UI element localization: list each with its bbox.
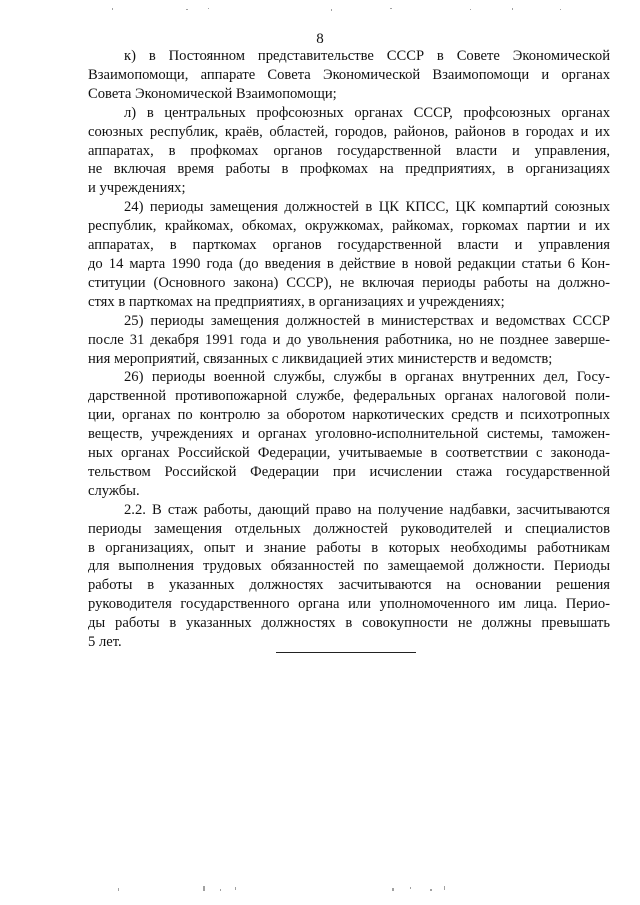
text-line: республик, крайкомах, обкомах, окружкомах, райкомах, горкомах партии и их bbox=[88, 218, 610, 235]
text-line: 2.2. В стаж работы, дающий право на получение надбавки, засчитываются bbox=[124, 501, 610, 518]
text-line: ции, органах по контролю за оборотом наркотических средств и психотропных bbox=[88, 407, 610, 424]
text-line: к) в Постоянном представительстве СССР в Совете Экономической bbox=[124, 48, 610, 64]
text-line: 5 лет. bbox=[88, 634, 122, 651]
text-line: 24) периоды замещения должностей в ЦК КПСС, ЦК компартий союзных bbox=[124, 199, 610, 216]
text-line: союзных республик, краёв, областей, городов, районов, районов в городах и их bbox=[88, 123, 610, 140]
text-line: не включая время работы в профкомах на предприятиях, в организациях bbox=[88, 161, 610, 178]
paragraph-item-k bbox=[88, 47, 610, 104]
text-line: ния мероприятий, связанных с ликвидацией этих министерств и ведомств; bbox=[88, 350, 553, 367]
text-line: и учреждениях; bbox=[88, 180, 186, 197]
text-line: ституции (Основного закона) СССР), не включая периоды работы на должно- bbox=[88, 274, 610, 291]
text-line: тельством Российской Федерации при исчислении стажа государственной bbox=[88, 463, 610, 480]
text-line: 25) периоды замещения должностей в министерствах и ведомствах СССР bbox=[124, 312, 610, 329]
text-line: аппаратах, в парткомах органов государственной власти и управления bbox=[88, 237, 610, 254]
text-line: Взаимопомощи, аппарате Совета Экономической Взаимопомощи и органах bbox=[88, 66, 610, 83]
text-line: до 14 марта 1990 года (до введения в действие в новой редакции статьи 6 Кон- bbox=[88, 255, 610, 272]
text-line: в организациях, опыт и знание работы в которых необходимы работникам bbox=[88, 539, 610, 556]
page-number: 8 bbox=[316, 31, 324, 47]
paragraph-item-2-2 bbox=[88, 501, 610, 652]
paragraph-item-25 bbox=[88, 312, 610, 369]
text-line: дарственной противопожарной службе, федеральных органах налоговой поли- bbox=[88, 388, 610, 405]
text-line: работы в указанных должностях засчитываются на основании решения bbox=[88, 577, 610, 594]
text-line: после 31 декабря 1991 года и до увольнения работника, но не позднее заверше- bbox=[88, 331, 610, 348]
paragraph-item-l bbox=[88, 104, 610, 199]
text-line: для выполнения трудовых обязанностей по замещаемой должности. Периоды bbox=[88, 558, 610, 575]
end-separator-line bbox=[276, 652, 416, 653]
paragraph-item-26 bbox=[88, 368, 610, 500]
text-line: стях в парткомах на предприятиях, в организациях и учреждениях; bbox=[88, 293, 505, 310]
text-line: Совета Экономической Взаимопомощи; bbox=[88, 85, 337, 102]
text-line: руководителя государственного органа или уполномоченного им лица. Перио- bbox=[88, 596, 610, 613]
text-line: службы. bbox=[88, 482, 140, 499]
text-line: 26) периоды военной службы, службы в органах внутренних дел, Госу- bbox=[124, 369, 610, 386]
text-line: веществ, учреждениях и органах уголовно-исполнительной системы, таможен- bbox=[88, 426, 610, 443]
text-line: ных органах Российской Федерации, учитываемые в соответствии с законода- bbox=[88, 445, 610, 462]
text-line: периоды замещения отдельных должностей руководителей и специалистов bbox=[88, 520, 610, 537]
paragraph-item-24 bbox=[88, 198, 610, 311]
text-line: л) в центральных профсоюзных органах СССР, профсоюзных органах bbox=[124, 104, 610, 121]
text-line: аппаратах, в профкомах органов государственной власти и управления, bbox=[88, 142, 610, 159]
document-body bbox=[88, 47, 610, 652]
text-line: ды работы в указанных должностях в совокупности не должны превышать bbox=[88, 615, 610, 632]
